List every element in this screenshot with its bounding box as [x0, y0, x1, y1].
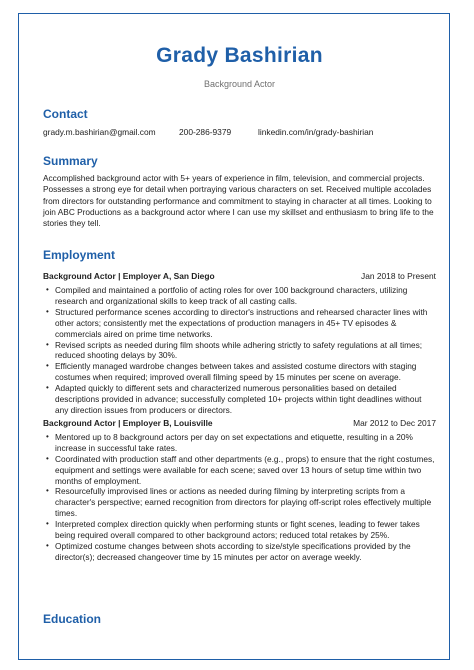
- contact-email[interactable]: grady.m.bashirian@gmail.com: [43, 127, 156, 137]
- contact-heading: Contact: [43, 107, 88, 121]
- candidate-role: Background Actor: [203, 79, 276, 89]
- job-entry: [43, 418, 436, 563]
- job-bullet: • Efficiently managed wardrobe changes between takes and assisted costume directors with staging costumes when required; improved overall filming speed by 15 minutes per scene on average.: [55, 361, 436, 383]
- job-dates: Jan 2018 to Present: [361, 271, 436, 281]
- job-bullet: • Adapted quickly to different sets and characterized numerous personalities based on detailed descriptions provided in advance; successfully completed 10+ projects within tight deadlines without any direction issues from producers or directors.: [55, 383, 436, 416]
- job-bullets: [43, 432, 436, 563]
- job-bullet: • Optimized costume changes between shots according to size/style specifications provided by the director(s); decreased changeover time by 15 minutes per actor on average weekly.: [55, 541, 436, 563]
- job-bullet: • Interpreted complex direction quickly when performing stunts or fight scenes, leading to fewer takes being required overall compared to other background actors; reduced total retakes by 25%.: [55, 519, 436, 541]
- employment-heading: Employment: [43, 248, 116, 262]
- job-bullet: • Structured performance scenes according to director's instructions and rehearsed character lines with other actors; consistently met the expectations of production managers in 45+ TV episodes & commercials aired on prime time networks.: [55, 307, 436, 340]
- job-bullet: • Revised scripts as needed during film shoots while adhering strictly to safety regulations at all times; reduced shooting delays by 30%.: [55, 340, 436, 362]
- summary-section: [43, 154, 436, 229]
- job-bullet: • Compiled and maintained a portfolio of acting roles for over 100 background characters, utilizing research and organizational skills to keep track of all casting calls.: [55, 285, 436, 307]
- job-entry: [43, 271, 436, 416]
- contact-phone: 200-286-9379: [179, 127, 232, 137]
- contact-section: [43, 107, 436, 138]
- job-dates: Mar 2012 to Dec 2017: [353, 417, 436, 428]
- job-title: Background Actor | Employer A, San Diego: [43, 271, 215, 281]
- summary-heading: Summary: [43, 154, 98, 168]
- contact-linkedin[interactable]: linkedin.com/in/grady-bashirian: [258, 127, 374, 137]
- contact-details: [43, 127, 436, 138]
- education-heading: Education: [43, 612, 102, 626]
- summary-text: Accomplished background actor with 5+ years of experience in film, television, and commercial projects. Possesses a strong eye for detail when portraying various characters on set. Received multiple accolades from directors for outstanding performance and commitment to staying in character at all times. Looking to join ABC Productions as a background actor where I can use my skillset and enthusiasm to bring life to the stories they tell.: [43, 173, 434, 229]
- job-header: [43, 271, 436, 282]
- job-bullet: • Resourcefully improvised lines or actions as needed during filming by interpreting scripts from a character's perspective; earned recognition from directors for playing off-script roles effectively multiple times.: [55, 486, 436, 519]
- education-section: [43, 612, 436, 626]
- job-bullets: [43, 285, 436, 416]
- job-bullet: • Coordinated with production staff and other departments (e.g., props) to ensure that the right costumes, equipment and settings were available for each scene; saved over 13 hours of setup time within two months of employment.: [55, 454, 436, 487]
- resume-content: [43, 44, 436, 626]
- employment-section: [43, 248, 436, 563]
- job-title: Background Actor | Employer B, Louisville: [43, 417, 213, 428]
- job-header: [43, 418, 436, 429]
- job-bullet: • Mentored up to 8 background actors per day on set expectations and etiquette, resulting in a 20% increase in successful take rates.: [55, 432, 436, 454]
- candidate-name: Grady Bashirian: [156, 44, 323, 67]
